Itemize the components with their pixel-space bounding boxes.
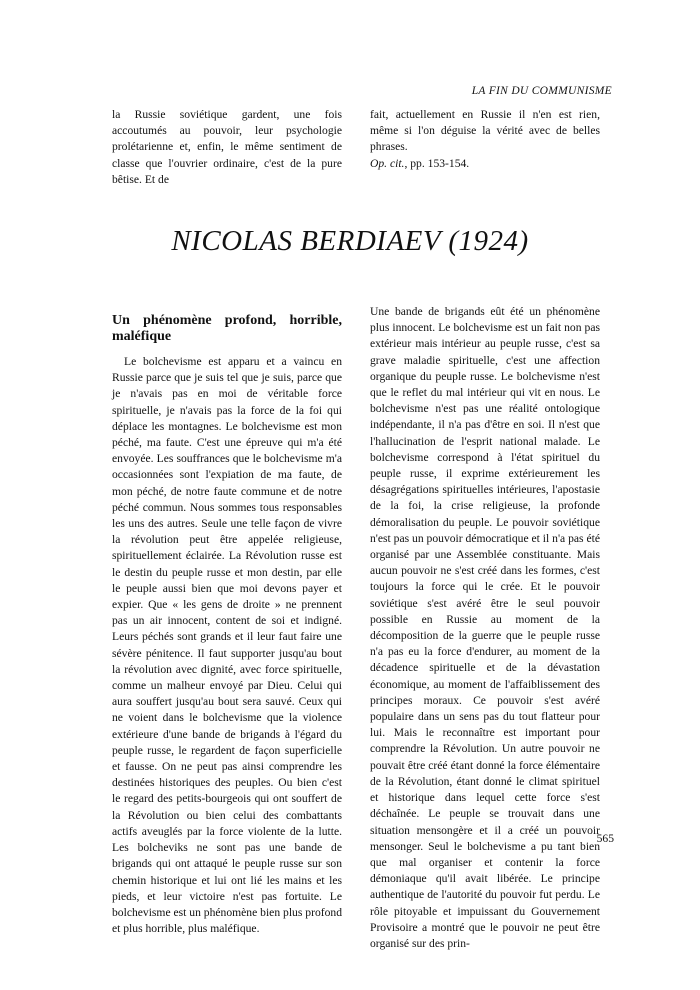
- top-right-text: fait, actuellement en Russie il n'en est rien, même si l'on déguise la vérité avec de belles phrases.: [370, 108, 600, 154]
- right-column-text: Une bande de brigands eût été un phénomène plus innocent. Le bolchevisme est un fait non pas extérieur mais intérieur au peuple russe, c'est sa grave maladie spirituelle, c'est une affection organique du peuple russe. Le bolchevisme n'est que le reflet du mal intérieur qui vit en nous. Le bolchevisme n'est pas une réalité ontologique indépendante, il n'a pas d'être en soi. Il n'est que l'hallucination de l'esprit national malade. Le bolchevisme correspond à l'état spirituel du peuple russe, il exprime extérieurement les désagrégations spirituelles intérieures, l'apostasie de la foi, la crise religieuse, la profonde démoralisation du peuple. Le pouvoir soviétique n'est pas un pouvoir démocratique et il n'a pas été organisé par une Assemblée constituante. Mais aucun pouvoir ne s'est créé dans les formes, c'est toujours la force qui le crée. Et le pouvoir soviétique s'est avéré être le seul pouvoir possible en Russie au moment de la décomposition de la guerre que le peuple russe n'a pas eu la force d'endurer, au moment de la décadence spirituelle et de la dévastation économique, au moment de l'affaiblissement des principes moraux. Ce pouvoir s'est avéré populaire dans un sens pas du tout flatteur pour lui. Mais le reconnaître est important pour comprendre la Révolution. Un autre pouvoir ne pouvait être créé étant donné la force élémentaire de la Révolution, étant donné le climat spirituel et historique dans lequel cette force s'est déchaînée. Le peuple se trouvait dans une situation mensongère et il a créé un pouvoir mensonger. Seul le bolchevisme a pu tant bien que mal organiser et contenir la force démoniaque qu'il avait libérée. Le principe authentique de l'autorité du pouvoir fut perdu. Le rôle pitoyable et impuissant du Gouvernement Provisoire a montré que le pouvoir ne peut être organisé sur des prin-: [370, 305, 600, 950]
- section-title: NICOLAS BERDIAEV (1924): [171, 225, 529, 257]
- right-column: [370, 304, 600, 952]
- top-left-paragraph: [112, 107, 342, 188]
- running-head: LA FIN DU COMMUNISME: [471, 85, 612, 97]
- left-column: [112, 313, 342, 937]
- citation: [370, 156, 600, 172]
- citation-work: Op. cit.: [370, 156, 405, 170]
- top-right-paragraph: [370, 107, 600, 172]
- left-column-text: Le bolchevisme est apparu et a vaincu en Russie parce que je suis tel que je suis, parce que je n'avais pas en moi de véritable force spirituelle, je n'avais pas la force de la foi qui déplace les montagnes. Le bolchevisme est mon péché, ma faute. C'est une épreuve qui m'a été envoyée. Les souffrances que le bolchevisme m'a occasionnées sont l'expiation de ma faute, de mon péché, de notre faute commune et de notre péché commun. Nous sommes tous responsables les uns des autres. Seule une telle façon de vivre la révolution peut être appelée religieuse, spirituellement éclairée. La Révolution russe est le destin du peuple russe et mon destin, par elle le peuple aussi bien que moi devons payer et expier. Que « les gens de droite » ne prennent pas un air innocent, content de soi et indigné. Leurs péchés sont grands et il leur faut faire une sévère pénitence. Il faut supporter jusqu'au bout la révolution avec dignité, avec force spirituelle, comme un malheur envoyé par Dieu. Celui qui aura souffert jusqu'au bout sera sauvé. Ceux qui ne voient dans le bolchevisme que la violence extérieure d'une bande de brigands à l'égard du peuple russe, le regardent de façon superficielle et fausse. On ne peut pas ainsi comprendre les destinées historiques des peuples. Ou bien c'est le regard des petits-bourgeois qui ont souffert de la Révolution ou bien celui des combattants actifs aveuglés par la force violente de la lutte. Les bolcheviks ne sont pas une bande de brigands qui ont attaqué le peuple russe sur son chemin historique et lui ont lié les mains et les pieds, et leur victoire n'est pas fortuite. Le bolchevisme est un phénomène bien plus profond et plus horrible, plus maléfique.: [112, 355, 342, 936]
- subheading: Un phénomène profond, horrible, maléfique: [112, 313, 342, 344]
- citation-pages: , pp. 153-154.: [404, 156, 470, 170]
- page-number: 565: [596, 832, 614, 845]
- top-left-text: la Russie soviétique gardent, une fois accoutumés au pouvoir, leur psychologie prolétarienne et, enfin, le même sentiment de classe que l'ouvrier ordinaire, c'est de la pure bêtise. Et de: [112, 108, 342, 186]
